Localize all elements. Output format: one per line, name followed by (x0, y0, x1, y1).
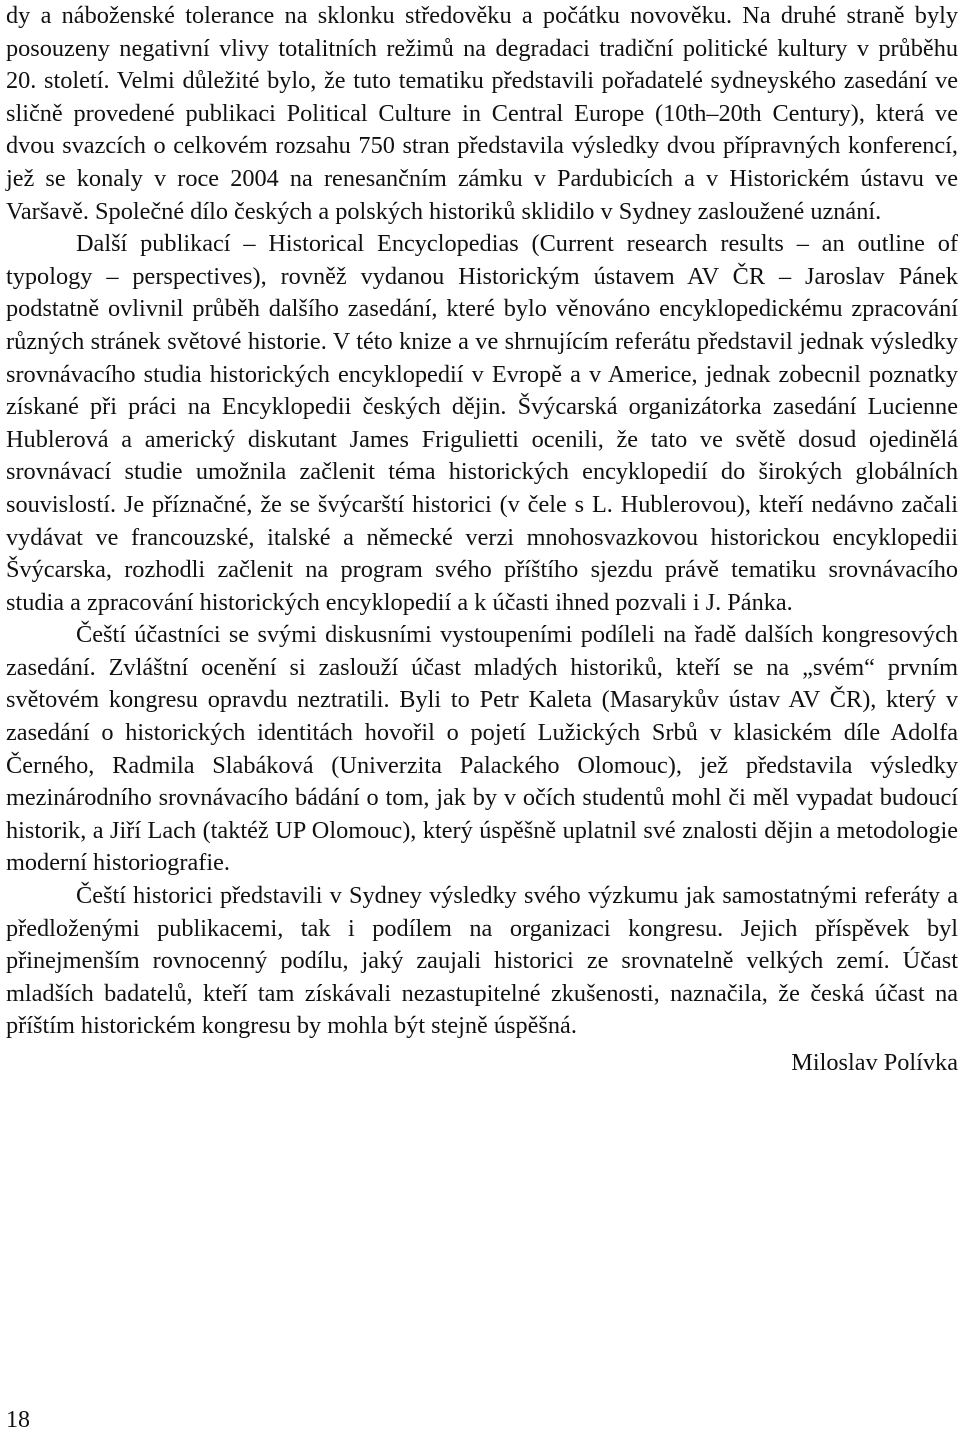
author-signature: Miloslav Polívka (791, 1049, 958, 1076)
paragraph-2: Další publikací – Historical Encyclopedias (Current research results – an outline of typology – perspectives), rovněž vydanou Historickým ústavem AV ČR – Jaroslav Pánek podstatně ovlivnil průběh dalšího zasedání, které bylo věnováno encyklopedickému zpracování různých stránek světové historie. V této knize a ve shrnujícím referátu představil jednak výsledky srovnávacího studia historických encyklopedií v Evropě a v Americe, jednak zobecnil poznatky získané při práci na Encyklopedii českých dějin. Švýcarská organizátorka zasedání Lucienne Hublerová a americký diskutant James Frigulietti ocenili, že tato ve světě dosud ojedinělá srovnávací studie umožnila začlenit téma historických encyklopedií do širokých globálních souvislostí. Je příznačné, že se švýcarští historici (v čele s L. Hublerovou), kteří nedávno začali vydávat ve francouzské, italské a německé verzi mnohosvazkovou historickou encyklopedii Švýcarska, rozhodli začlenit na program svého příštího sjezdu právě tematiku srovnávacího studia a zpracování historických encyklopedií a k účasti ihned pozvali i J. Pánka. (6, 230, 958, 616)
paragraph-1: dy a náboženské tolerance na sklonku středověku a počátku novověku. Na druhé straně byly posouzeny negativní vlivy totalitních režimů na degradaci tradiční politické kultury v průběhu 20. století. Velmi důležité bylo, že tuto tematiku představili pořadatelé sydneyského zasedání ve sličně provedené publikaci Political Culture in Central Europe (10th–20th Century), která ve dvou svazcích o celkovém rozsahu 750 stran představila výsledky dvou přípravných konferencí, jež se konaly v roce 2004 na renesančním zámku v Pardubicích a v Historickém ústavu ve Varšavě. Společné dílo českých a polských historiků sklidilo v Sydney zasloužené uznání. (6, 2, 958, 225)
paragraph-4: Čeští historici představili v Sydney výsledky svého výzkumu jak samostatnými referáty a předloženými publikacemi, tak i podílem na organizaci kongresu. Jejich příspěvek byl přinejmenším rovnocenný podílu, jaký zaujali historici ze srovnatelně velkých zemí. Účast mladších badatelů, kteří tam získávali nezastupitelné zkušenosti, naznačila, že česká účast na příštím historickém kongresu by mohla být stejně úspěšná. (6, 882, 958, 1040)
document-page (6, 0, 958, 1080)
page-number: 18 (6, 1407, 30, 1433)
article-body (6, 0, 958, 1043)
paragraph-3: Čeští účastníci se svými diskusními vystoupeními podíleli na řadě dalších kongresových zasedání. Zvláštní ocenění si zaslouží účast mladých historiků, kteří se na „svém“ prvním světovém kongresu opravdu neztratili. Byli to Petr Kaleta (Masarykův ústav AV ČR), který v zasedání o historických identitách hovořil o pojetí Lužických Srbů v klasickém díle Adolfa Černého, Radmila Slabáková (Univerzita Palackého Olomouc), jež představila výsledky mezinárodního srovnávacího bádání o tom, jak by v očích studentů mohl či měl vypadat budoucí historik, a Jiří Lach (taktéž UP Olomouc), který úspěšně uplatnil své znalosti dějin a metodologie moderní historiografie. (6, 621, 958, 877)
